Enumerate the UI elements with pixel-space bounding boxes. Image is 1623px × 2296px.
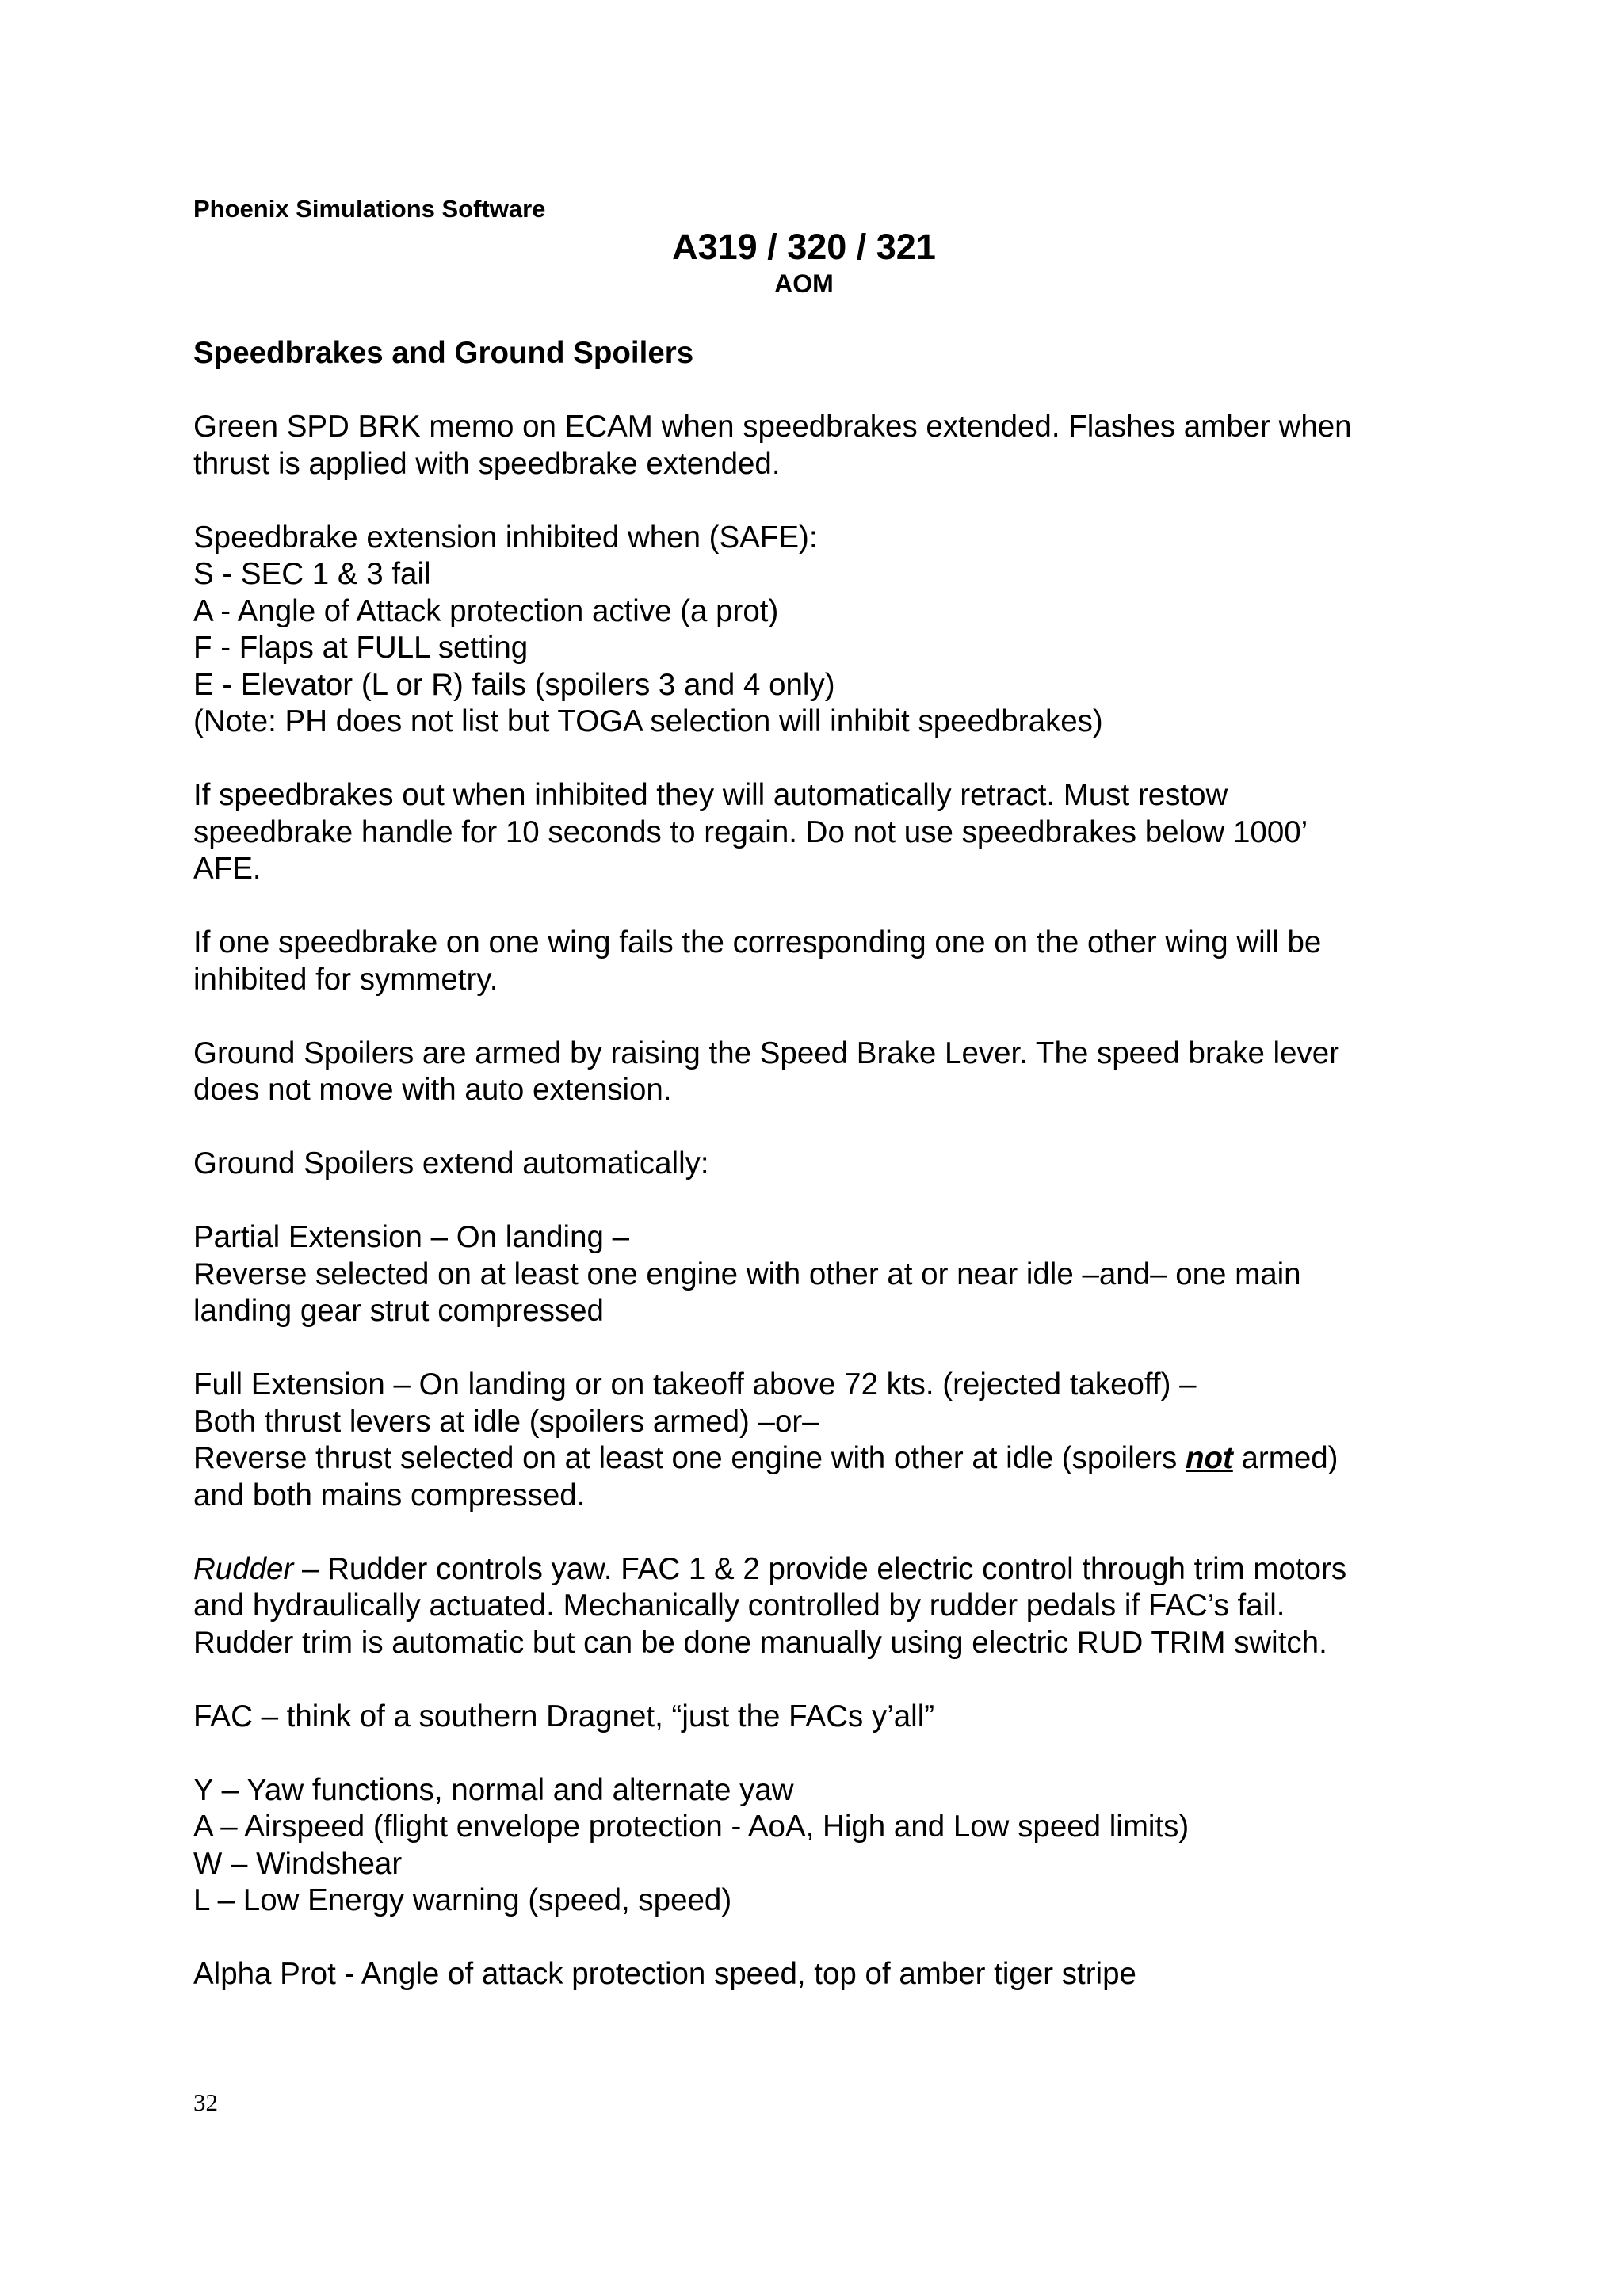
list-item: (Note: PH does not list but TOGA selection will inhibit speedbrakes): [193, 704, 1103, 738]
text-line: If one speedbrake on one wing fails the corresponding one on the other wing will be: [193, 925, 1322, 959]
paragraph-rudder: [193, 1551, 1445, 1662]
text-line: Alpha Prot - Angle of attack protection speed, top of amber tiger stripe: [193, 1957, 1136, 1991]
text-line: does not move with auto extension.: [193, 1073, 672, 1107]
text-line: thrust is applied with speedbrake extended.: [193, 446, 781, 481]
list-item: E - Elevator (L or R) fails (spoilers 3 and 4 only): [193, 667, 835, 702]
text-line: landing gear strut compressed: [193, 1294, 604, 1328]
company-name: Phoenix Simulations Software: [193, 195, 546, 223]
text-line: speedbrake handle for 10 seconds to regain. Do not use speedbrakes below 1000’: [193, 814, 1308, 849]
text-line: and both mains compressed.: [193, 1478, 586, 1512]
list-item: F - Flaps at FULL setting: [193, 631, 529, 665]
document-body: [193, 335, 1445, 2030]
paragraph-fac-list: [193, 1772, 1445, 1920]
text-run: armed): [1232, 1441, 1338, 1475]
text-line: Reverse selected on at least one engine with other at or near idle –and– one main: [193, 1257, 1301, 1291]
text-line: [193, 1551, 1445, 1589]
text-line: [193, 1440, 1445, 1478]
text-line: FAC – think of a southern Dragnet, “just the FACs y’all”: [193, 1699, 935, 1733]
document-page: [193, 0, 1445, 2296]
document-subtitle: AOM: [774, 269, 834, 298]
text-line: and hydraulically actuated. Mechanically controlled by rudder pedals if FAC’s fail.: [193, 1589, 1285, 1623]
text-line: Partial Extension – On landing –: [193, 1220, 630, 1254]
paragraph-inhibit-list: [193, 520, 1445, 741]
list-item: A – Airspeed (flight envelope protection - AoA, High and Low speed limits): [193, 1810, 1190, 1844]
paragraph-fac-mnemonic: [193, 1699, 1445, 1736]
text-line: If speedbrakes out when inhibited they will automatically retract. Must restow: [193, 778, 1228, 812]
document-title: A319 / 320 / 321: [672, 227, 936, 267]
paragraph-alpha-prot: [193, 1956, 1445, 1993]
text-line: inhibited for symmetry.: [193, 962, 498, 997]
text-line: Both thrust levers at idle (spoilers armed) –or–: [193, 1404, 819, 1439]
paragraph-full-extension: [193, 1367, 1445, 1514]
paragraph-armed: [193, 1035, 1445, 1109]
text-line: Ground Spoilers are armed by raising the Speed Brake Lever. The speed brake lever: [193, 1035, 1340, 1070]
text-line: Rudder trim is automatic but can be done manually using electric RUD TRIM switch.: [193, 1625, 1327, 1660]
list-item: S - SEC 1 & 3 fail: [193, 557, 431, 591]
text-line: AFE.: [193, 852, 262, 886]
text-line: Ground Spoilers extend automatically:: [193, 1146, 709, 1180]
list-item: A - Angle of Attack protection active (a prot): [193, 593, 779, 628]
paragraph-ecam-memo: [193, 409, 1445, 482]
emphasis-not: not: [1185, 1441, 1233, 1475]
text-line: Full Extension – On landing or on takeoff above 72 kts. (rejected takeoff) –: [193, 1367, 1197, 1402]
paragraph-retract: [193, 777, 1445, 888]
text-run: Reverse thrust selected on at least one engine with other at idle (spoilers: [193, 1441, 1186, 1475]
section-heading-text: Speedbrakes and Ground Spoilers: [193, 336, 694, 370]
rudder-term: Rudder: [193, 1551, 294, 1586]
list-item: W – Windshear: [193, 1846, 403, 1881]
list-item: L – Low Energy warning (speed, speed): [193, 1883, 732, 1917]
paragraph-symmetry: [193, 925, 1445, 998]
text-line: Green SPD BRK memo on ECAM when speedbrakes extended. Flashes amber when: [193, 410, 1352, 444]
inhibit-list-title: Speedbrake extension inhibited when (SAFE):: [193, 520, 818, 555]
paragraph-auto-extend: [193, 1146, 1445, 1183]
list-item: Y – Yaw functions, normal and alternate yaw: [193, 1772, 794, 1807]
paragraph-partial-extension: [193, 1219, 1445, 1330]
page-number: 32: [193, 2088, 218, 2116]
text-run: – Rudder controls yaw. FAC 1 & 2 provide electric control through trim motors: [293, 1551, 1347, 1586]
section-heading: [193, 335, 1445, 372]
